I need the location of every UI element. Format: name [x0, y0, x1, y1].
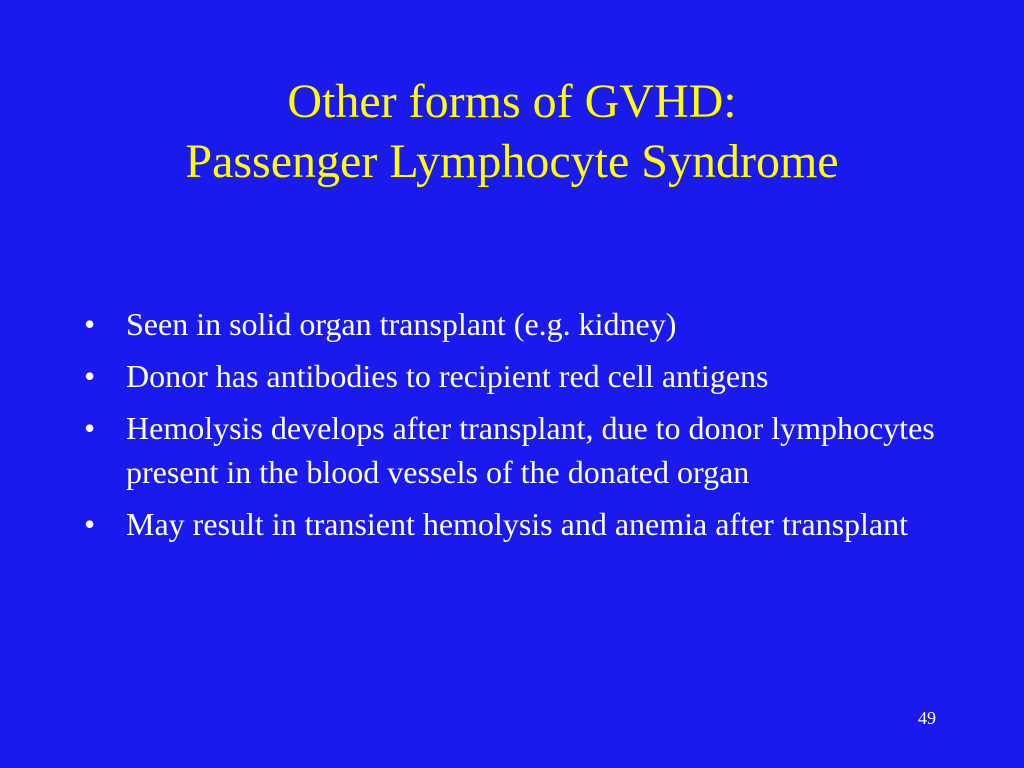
slide-title — [0, 72, 1024, 192]
bullet-list — [84, 302, 954, 554]
bullet-item — [84, 502, 954, 546]
bullet-item — [84, 354, 954, 398]
slide-title-line-1: Other forms of GVHD: — [287, 75, 737, 128]
bullet-text: Seen in solid organ transplant (e.g. kidney) — [126, 306, 677, 342]
page-number: 49 — [918, 708, 936, 728]
bullet-dot-icon: • — [84, 410, 96, 446]
bullet-item — [84, 406, 954, 494]
bullet-item — [84, 302, 954, 346]
bullet-dot-icon: • — [84, 506, 96, 542]
slide-title-line-2: Passenger Lymphocyte Syndrome — [185, 135, 839, 188]
bullet-dot-icon: • — [84, 306, 96, 342]
bullet-text: Hemolysis develops after transplant, due to donor lymphocytes present in the blood vessels of the donated organ — [126, 410, 935, 490]
bullet-dot-icon: • — [84, 358, 96, 394]
bullet-text: Donor has antibodies to recipient red cell antigens — [126, 358, 769, 394]
bullet-text: May result in transient hemolysis and anemia after transplant — [126, 506, 908, 542]
